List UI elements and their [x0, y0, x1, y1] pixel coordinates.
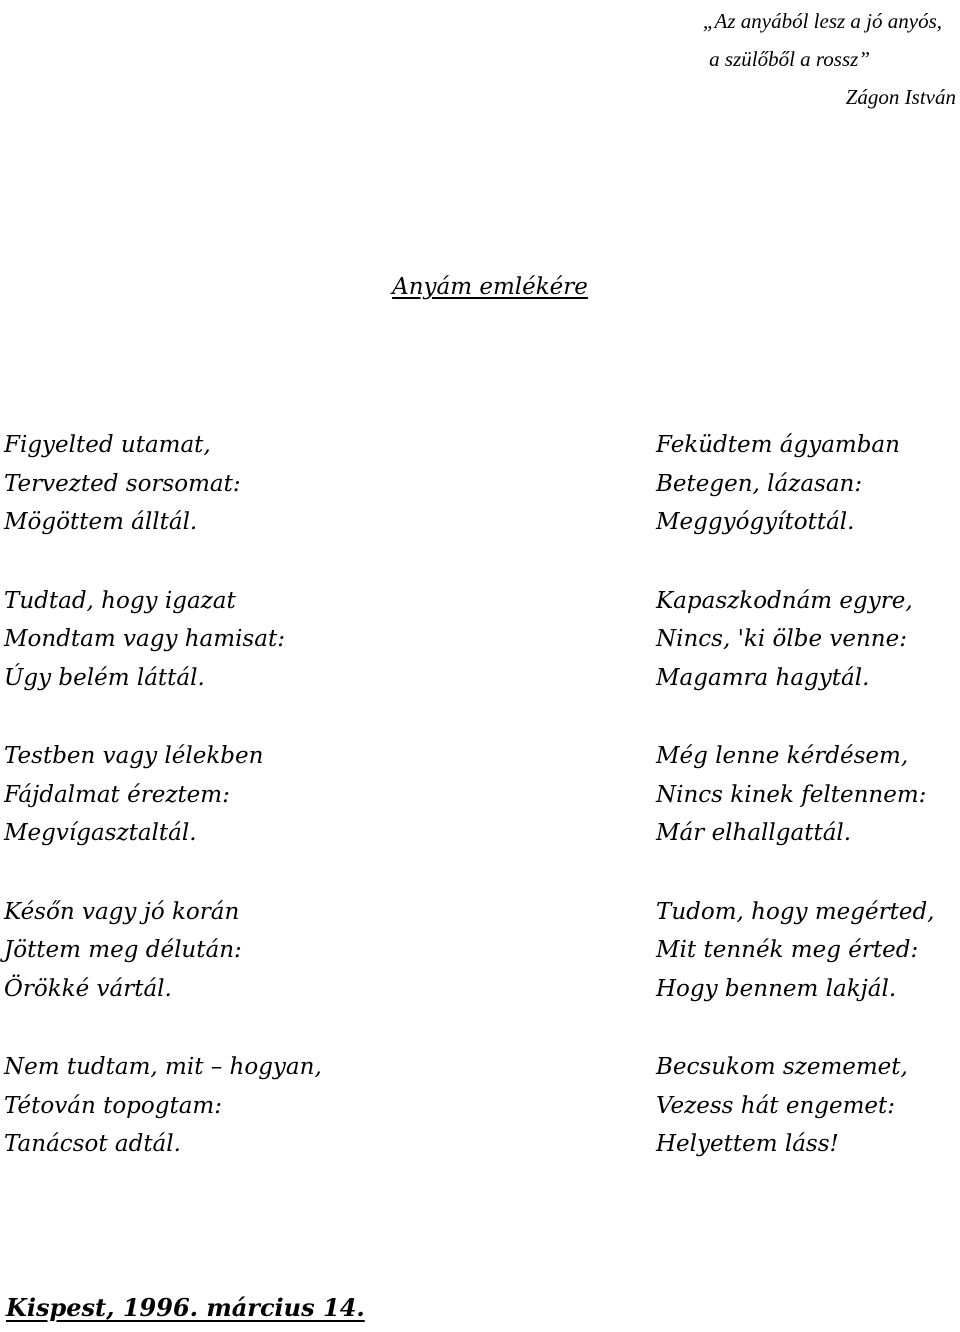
verse-line: Helyettem láss!: [656, 1131, 839, 1157]
verse-line: Magamra hagytál.: [656, 664, 870, 691]
verse-line: Betegen, lázasan:: [656, 470, 863, 497]
stanza: [656, 893, 934, 1009]
epigraph-line: „Az anyából lesz a jó anyós,: [702, 9, 942, 33]
verse-line: Kapaszkodnám egyre,: [656, 587, 913, 614]
stanza: [4, 582, 322, 698]
verse-line: Figyelted utamat,: [4, 432, 211, 458]
verse-line: Megvígasztaltál.: [4, 820, 197, 846]
verse-line: Becsukom szememet,: [656, 1054, 908, 1080]
verse-line: Vezess hát engemet:: [656, 1092, 896, 1119]
epigraph-author: Zágon István: [845, 85, 956, 109]
verse-line: Már elhallgattál.: [656, 820, 852, 846]
verse-line: Örökké vártál.: [4, 975, 172, 1002]
verse-line: Tétován topogtam:: [4, 1092, 222, 1119]
stanza: [4, 1048, 322, 1164]
verse-line: Fájdalmat éreztem:: [4, 781, 230, 808]
verse-line: Jöttem meg délután:: [4, 937, 242, 963]
verse-line: Feküdtem ágyamban: [656, 432, 900, 458]
stanza: [656, 1048, 934, 1164]
verse-line: Nincs kinek feltennem:: [656, 781, 927, 808]
verse-line: Nincs, 'ki ölbe venne:: [656, 626, 907, 652]
stanza: [656, 737, 934, 853]
verse-line: Testben vagy lélekben: [4, 743, 264, 769]
place-date-signature: Kispest, 1996. március 14.: [6, 1293, 365, 1322]
verse-line: Hogy bennem lakjál.: [656, 975, 897, 1002]
verse-line: Úgy belém láttál.: [4, 664, 205, 691]
verse-line: Tanácsot adtál.: [4, 1131, 181, 1157]
verse-line: Tervezted sorsomat:: [4, 470, 241, 497]
verse-line: Még lenne kérdésem,: [656, 743, 909, 769]
verse-line: Meggyógyítottál.: [656, 509, 855, 535]
stanza: [656, 582, 934, 698]
verse-line: Tudtad, hogy igazat: [4, 587, 236, 614]
poem-left-column: [4, 426, 322, 1204]
poem-right-column: [656, 426, 934, 1204]
stanza: [4, 893, 322, 1009]
verse-line: Nem tudtam, mit – hogyan,: [4, 1054, 322, 1080]
epigraph: [703, 2, 956, 116]
verse-line: Tudom, hogy megérted,: [656, 898, 935, 925]
verse-line: Mondtam vagy hamisat:: [4, 626, 285, 652]
stanza: [656, 426, 934, 542]
stanza: [4, 737, 322, 853]
epigraph-line: a szülőből a rossz”: [709, 47, 870, 71]
verse-line: Későn vagy jó korán: [4, 898, 240, 925]
verse-line: Mögöttem álltál.: [4, 509, 198, 535]
poem-title: Anyám emlékére: [392, 274, 588, 300]
verse-line: Mit tennék meg érted:: [656, 937, 919, 963]
stanza: [4, 426, 322, 542]
